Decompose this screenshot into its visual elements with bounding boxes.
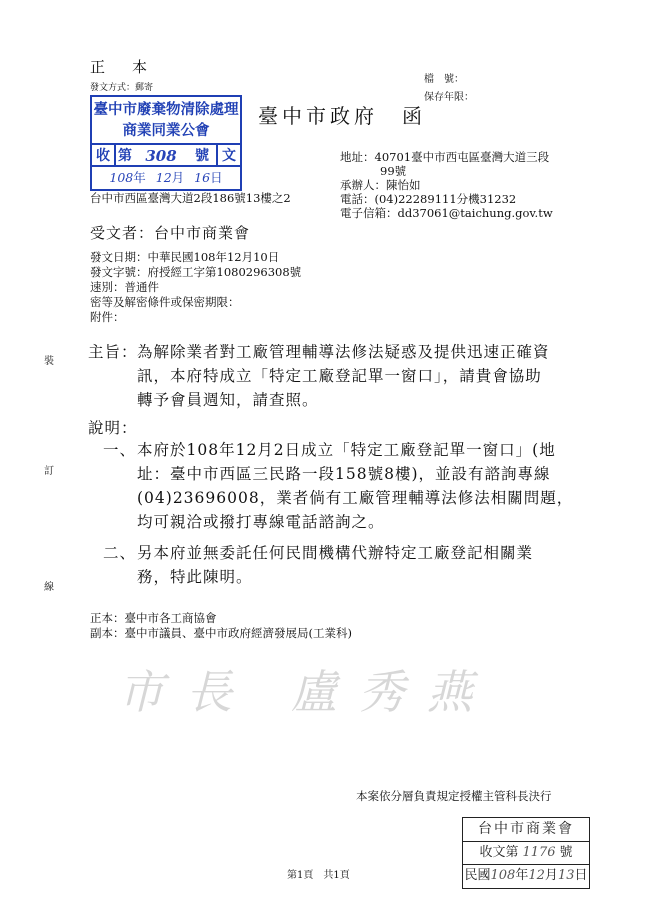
stamp-date-row [92, 165, 240, 189]
distribution-block [90, 611, 352, 641]
contact-handler: 承辦人：陳怡如 [340, 178, 421, 192]
stamp-bottom-recv-prefix: 收文第 [479, 845, 519, 860]
issue-date: 發文日期：中華民國108年12月10日 [90, 250, 280, 264]
subject-body [137, 340, 550, 412]
contact-address: 地址：40701臺中市西屯區臺灣大道三段 [340, 150, 550, 164]
item-line: 址：臺中市西區三民路一段158號8樓)，並設有諮詢專線 [137, 465, 551, 483]
explanation-label: 說明： [88, 419, 138, 437]
stamp-recv-label: 收 [92, 145, 116, 167]
item-line: (04)23696008，業者倘有工廠管理輔導法修法相關問題， [137, 489, 574, 507]
speed-class: 速別：普通件 [90, 280, 159, 294]
stamp-bottom-recv-suffix: 號 [559, 845, 573, 860]
subject-line: 轉予會員週知，請查照。 [137, 391, 319, 409]
stamp-date-year: 108 [109, 170, 134, 185]
stamp-bottom-recv-number: 1176 [522, 845, 556, 860]
authorization-note: 本案依分層負責規定授權主管科長決行 [356, 789, 552, 803]
meta-block [90, 250, 301, 325]
subject-line: 訊，本府特成立「特定工廠登記單一窗口」，請貴會協助 [137, 367, 542, 385]
attachment: 附件： [90, 310, 125, 324]
copy-type: 正 本 [90, 58, 154, 76]
receipt-stamp-top [90, 95, 242, 191]
receipt-stamp-bottom [462, 817, 590, 889]
mayor-signature: 市長 盧秀燕 [118, 665, 495, 719]
recipient: 受文者：台中市商業會 [90, 224, 251, 242]
item-line: 另本府並無委託任何民間機構代辦特定工廠登記相關業 [137, 544, 534, 562]
contact-email: 電子信箱：dd37061@taichung.gov.tw [340, 206, 553, 220]
stamp-recv-wen: 文 [216, 145, 240, 167]
subject-label: 主旨： [88, 343, 138, 361]
retention-period: 保存年限： [424, 92, 474, 103]
item-line: 務，特此陳明。 [137, 568, 253, 586]
issue-number: 發文字號：府授經工字第1080296308號 [90, 265, 302, 279]
stamp-year-unit: 年 [133, 170, 146, 185]
explanation-item-2 [137, 541, 533, 589]
stamp-day-unit: 日 [210, 170, 223, 185]
stamp-org-name: 臺中市廢棄物清除處理商業同業公會 [93, 101, 239, 139]
stamp-bottom-day-unit: 日 [574, 868, 588, 883]
explanation-item-1 [137, 438, 573, 534]
stamp-bottom-date-prefix: 民國 [464, 868, 491, 883]
stamp-month-unit: 月 [171, 170, 185, 185]
stamp-bottom-receipt [463, 841, 589, 865]
page-indicator: 第1頁 共1頁 [287, 870, 350, 881]
contact-block [340, 150, 553, 220]
item-line: 本府於108年12月2日成立「特定工廠登記單一窗口」(地 [137, 441, 556, 459]
stamp-bottom-month: 12 [528, 868, 545, 883]
item-line: 均可親洽或撥打專線電話諮詢之。 [137, 513, 385, 531]
stamp-bottom-org: 台中市商業會 [463, 818, 589, 842]
stamp-bottom-year-unit: 年 [515, 868, 529, 883]
stamp-receipt-row [92, 143, 240, 167]
contact-address-cont: 99號 [380, 164, 407, 178]
stamp-recv-hao: 號 [195, 148, 209, 164]
binding-mark-xian: 線 [44, 582, 54, 593]
secrecy-level: 密等及解密條件或保密期限： [90, 295, 240, 309]
document-title: 臺中市政府 函 [258, 104, 426, 128]
stamp-bottom-date [463, 864, 589, 887]
org-address: 台中市西區臺灣大道2段186號13樓之2 [90, 191, 291, 205]
stamp-date-month: 12 [155, 170, 172, 185]
explanation-item-1-no: 一、 [103, 441, 137, 459]
stamp-bottom-year: 108 [490, 868, 516, 883]
explanation-item-2-no: 二、 [103, 544, 137, 562]
stamp-date-day: 16 [194, 170, 211, 185]
file-number: 檔 號： [424, 74, 464, 85]
stamp-recv-prefix: 第 [118, 148, 132, 164]
subject-line: 為解除業者對工廠管理輔導法修法疑惑及提供迅速正確資 [137, 343, 550, 361]
send-method: 發文方式：郵寄 [90, 83, 154, 93]
contact-phone: 電話：(04)22289111分機31232 [340, 192, 517, 206]
stamp-bottom-day: 13 [557, 868, 575, 883]
binding-mark-zhuang: 裝 [44, 356, 54, 367]
stamp-bottom-month-unit: 月 [544, 868, 558, 883]
distribution-copy: 副本：臺中市議員、臺中市政府經濟發展局(工業科) [90, 626, 352, 640]
binding-mark-ding: 訂 [44, 466, 54, 477]
distribution-original: 正本：臺中市各工商協會 [90, 611, 217, 625]
stamp-recv-number: 308 [145, 147, 177, 165]
